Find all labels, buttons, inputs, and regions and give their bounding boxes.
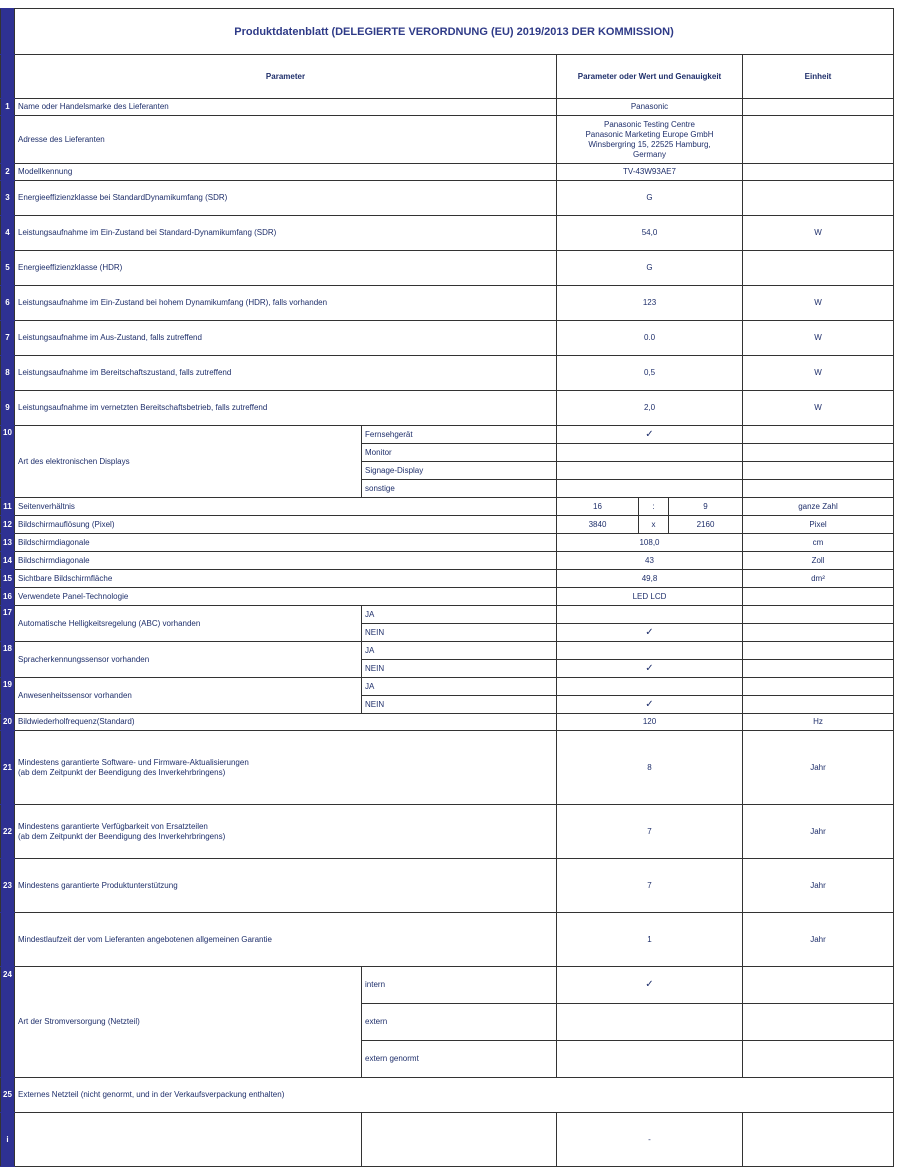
row-number: 12: [1, 516, 15, 534]
label-line: (ab dem Zeitpunkt der Beendigung des Inverkehrbringens): [18, 831, 226, 841]
row-unit: [743, 624, 894, 642]
table-row: [1, 1078, 894, 1113]
option-label: Signage-Display: [362, 462, 557, 480]
table-row: [1, 516, 894, 534]
sheet-title: Produktdatenblatt (DELEGIERTE VERORDNUNG (EU) 2019/2013 DER KOMMISSION): [15, 9, 894, 55]
row-value: [557, 642, 743, 660]
row-number: 2: [1, 164, 15, 181]
row-unit: Jahr: [743, 859, 894, 913]
row-label: Energieeffizienzklasse (HDR): [15, 251, 557, 286]
row-label: Bildschirmdiagonale: [15, 534, 557, 552]
row-unit: [743, 251, 894, 286]
row-number: 17: [1, 606, 15, 642]
address-line: Winsbergring 15, 22525 Hamburg,: [588, 139, 711, 149]
table-row: [1, 967, 894, 1004]
row-label: Name oder Handelsmarke des Lieferanten: [15, 99, 557, 116]
datasheet-table: [0, 8, 894, 1167]
check-icon: ✓: [557, 696, 743, 714]
row-number: 23: [1, 859, 15, 913]
row-unit: dm²: [743, 570, 894, 588]
table-row: [1, 99, 894, 116]
row-unit: W: [743, 286, 894, 321]
row-unit: Jahr: [743, 805, 894, 859]
row-number: 9: [1, 391, 15, 426]
row-unit: [743, 1041, 894, 1078]
row-value: [557, 480, 743, 498]
row-unit: cm: [743, 534, 894, 552]
row-value: G: [557, 251, 743, 286]
row-label: [15, 731, 557, 805]
row-label: Energieeffizienzklasse bei StandardDynamikumfang (SDR): [15, 181, 557, 216]
row-unit: [743, 164, 894, 181]
address-line: Germany: [633, 149, 666, 159]
table-row: [1, 731, 894, 805]
table-row: [1, 286, 894, 321]
row-unit: [743, 462, 894, 480]
row-label: Modellkennung: [15, 164, 557, 181]
row-unit: [743, 426, 894, 444]
row-value: [557, 462, 743, 480]
ratio-b: 9: [669, 498, 743, 516]
row-unit: [743, 967, 894, 1004]
row-unit: [743, 678, 894, 696]
row-number: 16: [1, 588, 15, 606]
row-label: Adresse des Lieferanten: [15, 116, 557, 164]
row-value: 123: [557, 286, 743, 321]
row-unit: [743, 1113, 894, 1167]
row-unit: [743, 1004, 894, 1041]
row-value: [557, 1004, 743, 1041]
option-label: intern: [362, 967, 557, 1004]
row-number: 6: [1, 286, 15, 321]
option-label: [362, 1113, 557, 1167]
row-label: Bildschirmauflösung (Pixel): [15, 516, 557, 534]
row-unit: [743, 181, 894, 216]
row-number: 7: [1, 321, 15, 356]
row-value: 54,0: [557, 216, 743, 251]
row-value: [557, 444, 743, 462]
table-row: [1, 678, 894, 696]
table-row: [1, 588, 894, 606]
table-row: [1, 356, 894, 391]
row-value: 0.0: [557, 321, 743, 356]
row-number: 4: [1, 216, 15, 251]
row-number: i: [1, 1113, 15, 1167]
table-row: [1, 805, 894, 859]
option-label: Fernsehgerät: [362, 426, 557, 444]
row-value: 0,5: [557, 356, 743, 391]
row-unit: [743, 116, 894, 164]
table-row: [1, 216, 894, 251]
option-label: extern genormt: [362, 1041, 557, 1078]
table-row: [1, 570, 894, 588]
table-row: [1, 321, 894, 356]
header-parameter: Parameter: [15, 55, 557, 99]
row-unit: W: [743, 391, 894, 426]
row-unit: Pixel: [743, 516, 894, 534]
option-label: sonstige: [362, 480, 557, 498]
address-line: Panasonic Marketing Europe GmbH: [585, 129, 714, 139]
row-unit: [743, 99, 894, 116]
row-unit: W: [743, 321, 894, 356]
row-number: 25: [1, 1078, 15, 1113]
row-number: 15: [1, 570, 15, 588]
option-no: NEIN: [362, 660, 557, 678]
row-label: [15, 1113, 362, 1167]
row-label: Leistungsaufnahme im Ein-Zustand bei Standard-Dynamikumfang (SDR): [15, 216, 557, 251]
table-row: [1, 552, 894, 570]
row-unit: Jahr: [743, 731, 894, 805]
address-line: Panasonic Testing Centre: [603, 119, 696, 129]
table-row: [1, 534, 894, 552]
option-label: extern: [362, 1004, 557, 1041]
row-label: Art der Stromversorgung (Netzteil): [15, 967, 362, 1078]
row-value: Panasonic: [557, 99, 743, 116]
option-yes: JA: [362, 642, 557, 660]
row-number: 18: [1, 642, 15, 678]
check-icon: ✓: [557, 660, 743, 678]
check-icon: ✓: [557, 426, 743, 444]
row-value: TV-43W93AE7: [557, 164, 743, 181]
row-label: Seitenverhältnis: [15, 498, 557, 516]
resolution-separator: x: [639, 516, 669, 534]
title-row: [1, 9, 894, 55]
row-value: -: [557, 1113, 743, 1167]
row-number-blank: [1, 55, 15, 99]
row-label: Art des elektronischen Displays: [15, 426, 362, 498]
row-number: 21: [1, 731, 15, 805]
row-unit: [743, 444, 894, 462]
check-icon: ✓: [557, 967, 743, 1004]
row-number: 22: [1, 805, 15, 859]
table-row: [1, 714, 894, 731]
row-number: 5: [1, 251, 15, 286]
row-unit: Jahr: [743, 913, 894, 967]
row-label: Mindestens garantierte Produktunterstützung: [15, 859, 557, 913]
row-label: Verwendete Panel-Technologie: [15, 588, 557, 606]
table-row: [1, 859, 894, 913]
row-number-blank: [1, 116, 15, 164]
table-row: [1, 164, 894, 181]
row-unit: [743, 606, 894, 624]
table-row: [1, 391, 894, 426]
table-row: [1, 642, 894, 660]
check-icon: ✓: [557, 624, 743, 642]
header-value: Parameter oder Wert und Genauigkeit: [557, 55, 743, 99]
table-row: [1, 251, 894, 286]
table-row: [1, 606, 894, 624]
option-label: Monitor: [362, 444, 557, 462]
row-label: Externes Netzteil (nicht genormt, und in der Verkaufsverpackung enthalten): [15, 1078, 894, 1113]
row-label: Leistungsaufnahme im Ein-Zustand bei hohem Dynamikumfang (HDR), falls vorhanden: [15, 286, 557, 321]
row-value: [557, 678, 743, 696]
row-value: G: [557, 181, 743, 216]
row-number: 14: [1, 552, 15, 570]
label-line: Mindestens garantierte Software- und Firmware-Aktualisierungen: [18, 757, 249, 767]
option-no: NEIN: [362, 624, 557, 642]
table-row: [1, 498, 894, 516]
ratio-a: 16: [557, 498, 639, 516]
label-line: Mindestens garantierte Verfügbarkeit von Ersatzteilen: [18, 821, 208, 831]
row-value: 1: [557, 913, 743, 967]
row-value: 7: [557, 805, 743, 859]
table-row: [1, 116, 894, 164]
row-number: 13: [1, 534, 15, 552]
table-row: [1, 1113, 894, 1167]
row-number: 1: [1, 99, 15, 116]
option-no: NEIN: [362, 696, 557, 714]
ratio-separator: :: [639, 498, 669, 516]
row-value: LED LCD: [557, 588, 743, 606]
row-unit: W: [743, 356, 894, 391]
row-value: 49,8: [557, 570, 743, 588]
header-row: [1, 55, 894, 99]
row-value: 7: [557, 859, 743, 913]
supplier-address: [557, 116, 743, 164]
row-unit: ganze Zahl: [743, 498, 894, 516]
row-unit: [743, 480, 894, 498]
row-unit: [743, 642, 894, 660]
table-row: [1, 426, 894, 444]
resolution-height: 2160: [669, 516, 743, 534]
row-unit: [743, 660, 894, 678]
row-label: Leistungsaufnahme im Aus-Zustand, falls zutreffend: [15, 321, 557, 356]
row-number-blank: [1, 9, 15, 55]
row-number-blank: [1, 913, 15, 967]
row-value: 120: [557, 714, 743, 731]
option-yes: JA: [362, 606, 557, 624]
row-number: 20: [1, 714, 15, 731]
row-number: 3: [1, 181, 15, 216]
option-yes: JA: [362, 678, 557, 696]
row-label: Automatische Helligkeitsregelung (ABC) vorhanden: [15, 606, 362, 642]
row-label: Bildschirmdiagonale: [15, 552, 557, 570]
row-value: [557, 1041, 743, 1078]
row-label: [15, 805, 557, 859]
row-label: Leistungsaufnahme im vernetzten Bereitschaftsbetrieb, falls zutreffend: [15, 391, 557, 426]
row-number: 19: [1, 678, 15, 714]
row-label: Mindestlaufzeit der vom Lieferanten angebotenen allgemeinen Garantie: [15, 913, 557, 967]
row-unit: [743, 588, 894, 606]
row-value: 108,0: [557, 534, 743, 552]
label-line: (ab dem Zeitpunkt der Beendigung des Inverkehrbringens): [18, 767, 226, 777]
row-value: 8: [557, 731, 743, 805]
table-row: [1, 181, 894, 216]
row-unit: [743, 696, 894, 714]
row-value: [557, 606, 743, 624]
row-unit: W: [743, 216, 894, 251]
row-label: Leistungsaufnahme im Bereitschaftszustand, falls zutreffend: [15, 356, 557, 391]
row-number: 10: [1, 426, 15, 498]
table-row: [1, 913, 894, 967]
row-label: Anwesenheitssensor vorhanden: [15, 678, 362, 714]
row-number: 24: [1, 967, 15, 1078]
row-unit: Zoll: [743, 552, 894, 570]
resolution-width: 3840: [557, 516, 639, 534]
row-label: Sichtbare Bildschirmfläche: [15, 570, 557, 588]
row-value: 2,0: [557, 391, 743, 426]
product-data-sheet: [0, 8, 893, 1167]
row-number: 11: [1, 498, 15, 516]
row-unit: Hz: [743, 714, 894, 731]
row-label: Spracherkennungssensor vorhanden: [15, 642, 362, 678]
row-value: 43: [557, 552, 743, 570]
row-label: Bildwiederholfrequenz(Standard): [15, 714, 557, 731]
header-unit: Einheit: [743, 55, 894, 99]
row-number: 8: [1, 356, 15, 391]
